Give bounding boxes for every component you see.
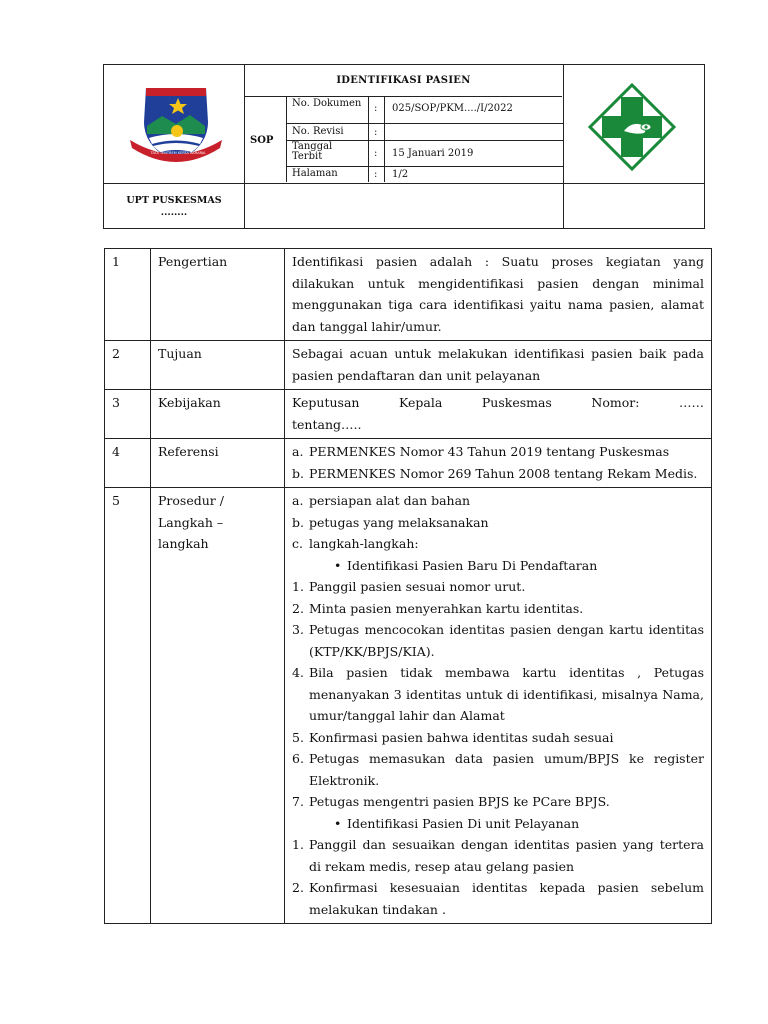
meta-colon: : [374,148,378,159]
meta-value-halaman: 1/2 [392,169,409,180]
label-line: Langkah – [158,514,224,530]
list-marker: a. [292,444,304,459]
list-text: Petugas mengentri pasien BPJS ke PCare BPJS. [309,794,610,809]
organization-name [110,195,238,219]
row-number: 1 [105,249,151,341]
label-line: langkah [158,536,209,551]
bullet-icon: • [334,557,342,573]
list-item [292,533,704,555]
bullet-icon: • [334,815,342,831]
row-content [285,488,712,924]
meta-label-halaman: Halaman [292,168,338,179]
header-divider [244,65,245,228]
row-label: Pengertian [151,249,285,341]
document-header [103,64,705,229]
emblem-motto: TATA TENTREM KERTA RAHARJA [150,151,206,155]
table-row [105,390,712,439]
list-item [292,576,704,598]
meta-value-no-dokumen: 025/SOP/PKM..../I/2022 [392,103,513,114]
list-text: langkah-langkah: [309,536,419,551]
org-name-line: UPT PUSKESMAS [126,195,222,206]
list-marker: 3. [292,622,304,637]
meta-grid-line [286,166,563,167]
list-text: PERMENKES Nomor 43 Tahun 2019 tentang Puskesmas [309,444,670,459]
table-row [105,488,712,924]
list-item [292,490,704,512]
regency-emblem-logo [122,82,230,172]
table-row [105,249,712,341]
meta-grid-line [384,96,385,182]
list-marker: 7. [292,794,304,809]
row-number: 2 [105,341,151,390]
list-text: petugas yang melaksanakan [309,514,489,530]
row-number: 3 [105,390,151,439]
header-divider [563,65,564,228]
list-text: persiapan alat dan bahan [309,493,471,508]
row-content [285,439,712,488]
list-item [292,512,704,534]
meta-label-no-dokumen: No. Dokumen [292,98,362,109]
list-item [292,441,704,463]
kebijakan-line: Keputusan Kepala Puskesmas Nomor: …… [292,395,704,410]
pengertian-text: Identifikasi pasien adalah : Suatu proses kegiatan yang dilakukan untuk mengidentifikasi pasien dengan minimal menggunakan tiga cara identifikasi yaitu nama pasien, alamat dan tanggal lahir/umur. [292,254,704,334]
section-heading: Identifikasi Pasien Di unit Pelayanan [347,815,580,831]
meta-grid-line [286,123,563,124]
meta-label-tanggal-terbit: Tanggal Terbit [292,141,333,162]
header-divider [104,183,704,184]
list-marker: 5. [292,729,304,745]
list-item [292,791,704,813]
list-text: PERMENKES Nomor 269 Tahun 2008 tentang Rekam Medis. [309,465,698,481]
list-marker: 1. [292,837,304,852]
table-row [105,341,712,390]
row-content [285,249,712,341]
sop-label: SOP [250,135,274,146]
list-text: Bila pasien tidak membawa kartu identitas , Petugas menanyakan 3 identitas untuk di identifikasi, misalnya Nama, umur/tanggal lahir dan Alamat [309,665,704,723]
list-item [292,727,704,749]
table-row [105,439,712,488]
list-item [292,662,704,727]
document-title: IDENTIFIKASI PASIEN [336,75,471,86]
list-item [292,598,704,620]
list-marker: 2. [292,600,304,616]
row-content [285,390,712,439]
tujuan-text: Sebagai acuan untuk melakukan identifikasi pasien baik pada pasien pendaftaran dan unit pelayanan [292,346,704,383]
meta-colon: : [374,127,378,138]
row-label: Tujuan [151,341,285,390]
list-marker: 2. [292,880,304,895]
list-text: Konfirmasi kesesuaian identitas kepada pasien sebelum melakukan tindakan . [309,880,704,917]
row-label: Referensi [151,439,285,488]
kebijakan-line: tentang….. [292,416,362,432]
list-marker: a. [292,493,304,508]
sop-content-table [104,248,712,924]
section-heading: Identifikasi Pasien Baru Di Pendaftaran [347,557,598,573]
list-item [292,877,704,920]
meta-colon: : [374,103,378,114]
list-text: Minta pasien menyerahkan kartu identitas. [309,600,584,616]
list-text: Petugas mencocokan identitas pasien dengan kartu identitas (KTP/KK/BPJS/KIA). [309,622,704,659]
meta-grid-line [368,96,369,182]
meta-value-tanggal-terbit: 15 Januari 2019 [392,148,474,159]
list-item [292,834,704,877]
list-item [292,463,704,485]
puskesmas-logo [588,83,676,171]
list-text: Panggil pasien sesuai nomor urut. [309,579,526,594]
row-label [151,488,285,924]
list-text: Panggil dan sesuaikan dengan identitas pasien yang tertera di rekam medis, resep atau gelang pasien [309,837,704,874]
section-bullet [292,555,704,577]
list-marker: b. [292,514,304,530]
row-label: Kebijakan [151,390,285,439]
list-marker: b. [292,465,304,481]
list-marker: c. [292,536,303,551]
header-divider [244,96,562,97]
list-text: Petugas memasukan data pasien umum/BPJS ke register Elektronik. [309,751,704,788]
section-bullet [292,813,704,835]
meta-grid-line [286,96,287,182]
meta-colon: : [374,169,378,180]
list-text: Konfirmasi pasien bahwa identitas sudah sesuai [309,729,614,745]
meta-label-no-revisi: No. Revisi [292,126,344,137]
list-marker: 6. [292,751,304,766]
row-number: 5 [105,488,151,924]
row-number: 4 [105,439,151,488]
list-marker: 1. [292,579,304,594]
row-content [285,341,712,390]
list-item [292,748,704,791]
list-marker: 4. [292,665,304,680]
list-item [292,619,704,662]
label-line: Prosedur / [158,493,224,508]
org-suffix-line: ........ [160,207,188,218]
